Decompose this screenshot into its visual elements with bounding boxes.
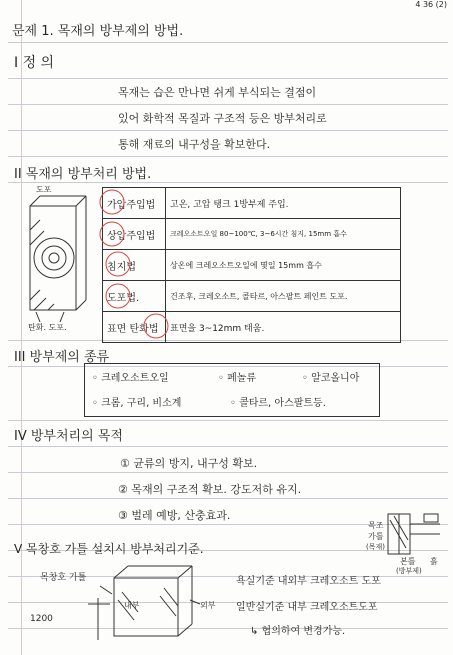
preservative-item: ◦ 페놀류 [218,373,257,384]
preservative-item: ◦ 콜타르, 아스팔트등. [230,398,326,409]
purpose-item: ② 목재의 구조적 확보. 강도저하 유지. [118,483,302,496]
inner-label: 내부 [124,601,140,610]
definition-line: 통해 재료의 내구성을 확보한다. [118,138,271,151]
diagram-label: (목재) [366,543,385,551]
red-highlight-circles [100,190,168,338]
door-frame-sketch [88,566,200,640]
section-2-heading: II 목재의 방부처리 방법. [14,167,152,182]
purpose-item: ③ 벌레 예방, 산충효과. [118,509,231,522]
frame-detail-sketch [388,514,440,554]
diagram-label: 본틀 [400,557,416,566]
diagram-label: 가틀 [368,532,384,541]
outer-label: 외부 [200,601,216,610]
page-title: 문제 1. 목재의 방부제의 방법. [12,24,184,39]
purpose-item: ① 균류의 방지, 내구성 확보. [120,457,258,470]
method-name: 도포법. [103,281,166,312]
method-name: 가압주입법 [103,188,166,219]
section-5-heading: V 목창호 가틀 설치시 방부처리기준. [14,542,204,556]
sketch-top-label: 도포 [36,185,52,194]
timber-section-sketch [30,196,86,322]
definition-line: 있어 화학적 목질과 구조적 등은 방부처리로 [118,112,327,125]
method-name: 상압주입법 [103,219,166,250]
section-4-heading: IV 방부처리의 목적 [14,429,123,444]
method-desc: 표면을 3~12mm 태움. [166,312,401,343]
method-name: 표면 탄화법 [103,312,166,343]
section-1-heading: I 정 의 [14,55,55,71]
standard-line: 일반실기준 내부 크레오소트도포 [236,602,378,613]
preservative-item: ◦ 크롬, 구리, 비소계 [92,398,182,409]
definition-line: 목재는 습은 만나면 쉬게 부식되는 결점이 [118,86,317,99]
sketch-bottom-label: 탄화. 도포. [28,323,67,332]
page-number: 4 36 (2) [415,0,447,9]
height-label: 1200 [30,614,53,624]
diagram-label: 흙 [430,557,438,566]
diagram-label: 목조 [368,521,384,530]
method-desc: 상온에 크레오소트오일에 몇일 15mm 흡수 [166,250,401,281]
method-name: 침지법 [103,250,166,281]
method-desc: 고온, 고압 탱크 1방부제 주입. [166,188,401,219]
section-3-heading: III 방부제의 종류 [14,350,110,365]
frame-label: 목창호 가틀 [40,573,87,583]
method-desc: 건조후, 크레오소트, 콜타르, 아스팔트 페인트 도포. [166,281,401,312]
diagram-label: (방부제) [396,567,422,575]
method-desc: 크레오소트오일 80~100℃, 3~6시간 침지, 15mm 흡수 [166,219,401,250]
preservative-item: ◦ 알코올니아 [302,373,360,384]
standard-line: ↳ 협의하여 변경가능. [250,626,346,637]
preservative-item: ◦ 크레오소트오일 [92,373,169,384]
standard-line: 욕실기준 내외부 크레오소트 도포 [236,576,381,587]
